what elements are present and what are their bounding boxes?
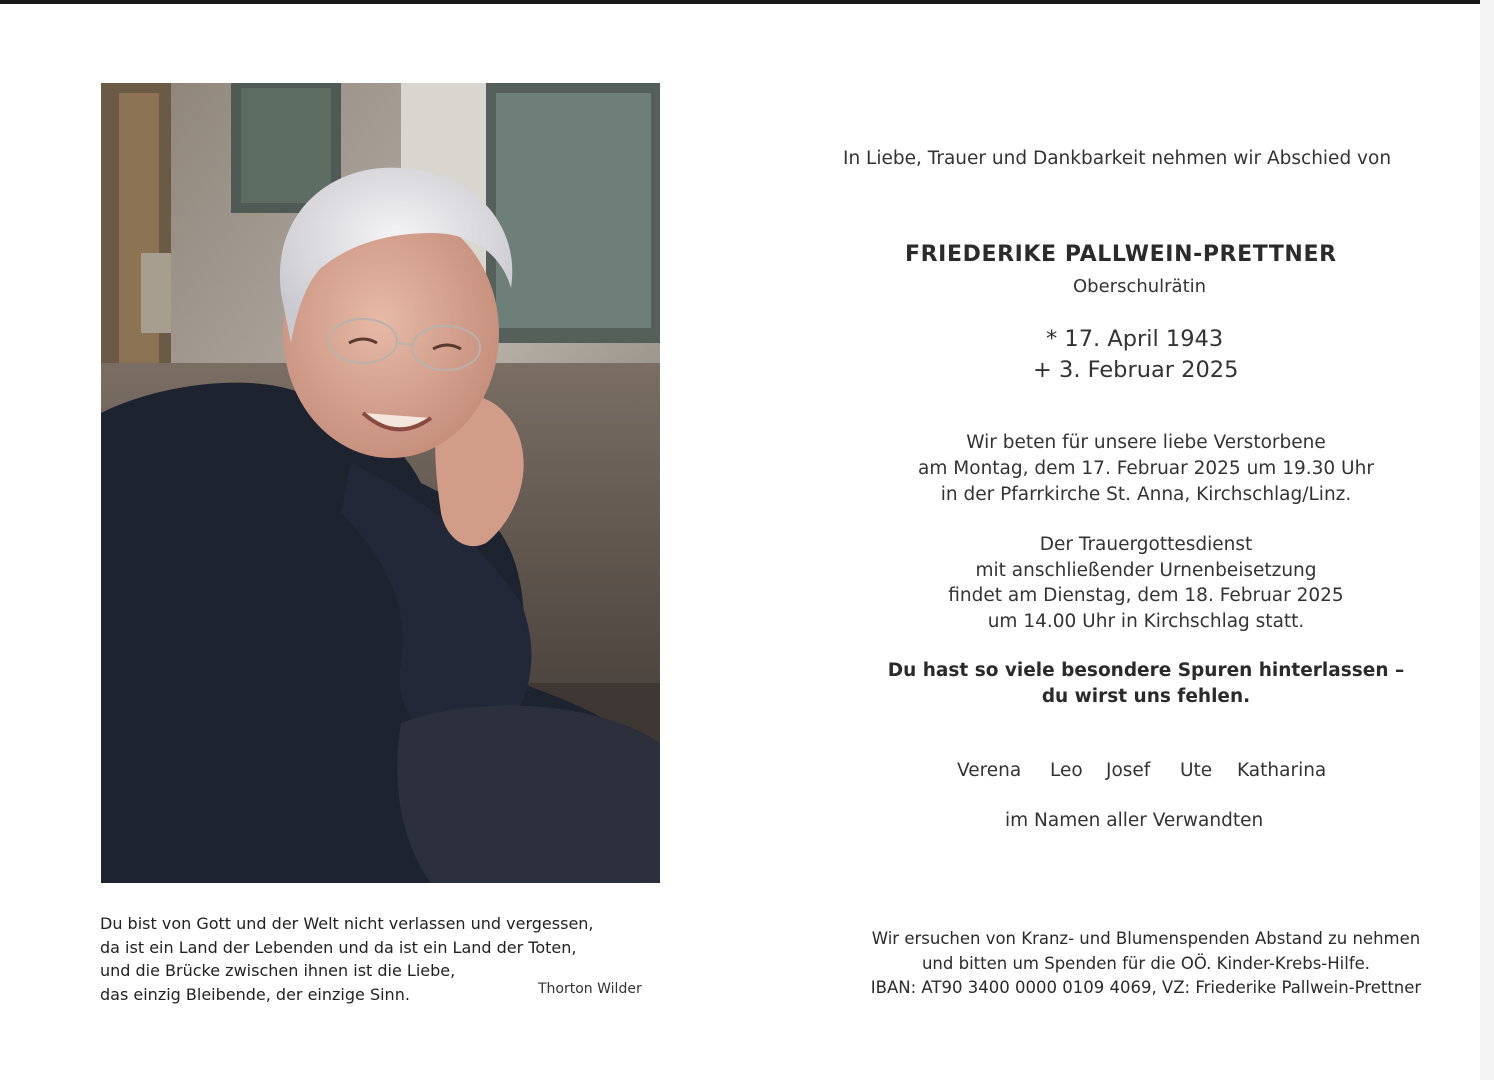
deceased-title: Oberschulrätin — [1073, 276, 1207, 297]
birth-date: * 17. April 1943 — [1046, 326, 1224, 352]
donation-line: Wir ersuchen von Kranz- und Blumenspenden Abstand zu nehmen — [871, 929, 1421, 948]
prayer-line: in der Pfarrkirche St. Anna, Kirchschlag/Linz. — [940, 484, 1352, 505]
prayer-announcement — [846, 430, 1446, 508]
donation-line: und bitten um Spenden für die OÖ. Kinder-Krebs-Hilfe. — [921, 953, 1371, 973]
mourner-name: Verena — [957, 760, 1022, 781]
mourner-name: Leo — [1050, 760, 1083, 781]
mourner-name: Katharina — [1237, 760, 1327, 781]
relatives-line: im Namen aller Verwandten — [1005, 810, 1264, 831]
mourner-name: Ute — [1180, 760, 1213, 781]
service-line: mit anschließender Urnenbeisetzung — [975, 559, 1317, 581]
motto-line: Du hast so viele besondere Spuren hinterlassen – — [887, 660, 1405, 681]
motto-line: du wirst uns fehlen. — [1041, 686, 1251, 707]
quote-author: Thorton Wilder — [538, 981, 642, 997]
quote-line: da ist ein Land der Lebenden und da ist ein Land der Toten, — [100, 937, 577, 957]
service-line: um 14.00 Uhr in Kirchschlag statt. — [987, 610, 1305, 632]
donation-iban: IBAN: AT90 3400 0000 0109 4069, VZ: Friederike Pallwein-Prettner — [870, 978, 1422, 997]
farewell-intro: In Liebe, Trauer und Dankbarkeit nehmen wir Abschied von — [843, 148, 1392, 169]
deceased-name: FRIEDERIKE PALLWEIN-PRETTNER — [905, 242, 1337, 267]
prayer-line: am Montag, dem 17. Februar 2025 um 19.30 Uhr — [918, 458, 1374, 479]
memorial-motto — [846, 658, 1446, 710]
mourner-name: Josef — [1106, 760, 1151, 781]
service-line: Der Trauergottesdienst — [1039, 534, 1253, 555]
death-date: + 3. Februar 2025 — [1033, 357, 1239, 383]
quote-line: das einzig Bleibende, der einzige Sinn. — [100, 984, 410, 1004]
donation-request — [796, 927, 1494, 1001]
funeral-service — [846, 532, 1446, 634]
scan-edge — [1480, 0, 1494, 1080]
service-line: findet am Dienstag, dem 18. Februar 2025 — [948, 585, 1344, 606]
quote-line: und die Brücke zwischen ihnen ist die Liebe, — [100, 961, 456, 980]
top-border — [0, 0, 1480, 4]
prayer-line: Wir beten für unsere liebe Verstorbene — [966, 432, 1326, 453]
quote-line: Du bist von Gott und der Welt nicht verlassen und vergessen, — [100, 914, 594, 933]
portrait-photo — [101, 83, 660, 883]
